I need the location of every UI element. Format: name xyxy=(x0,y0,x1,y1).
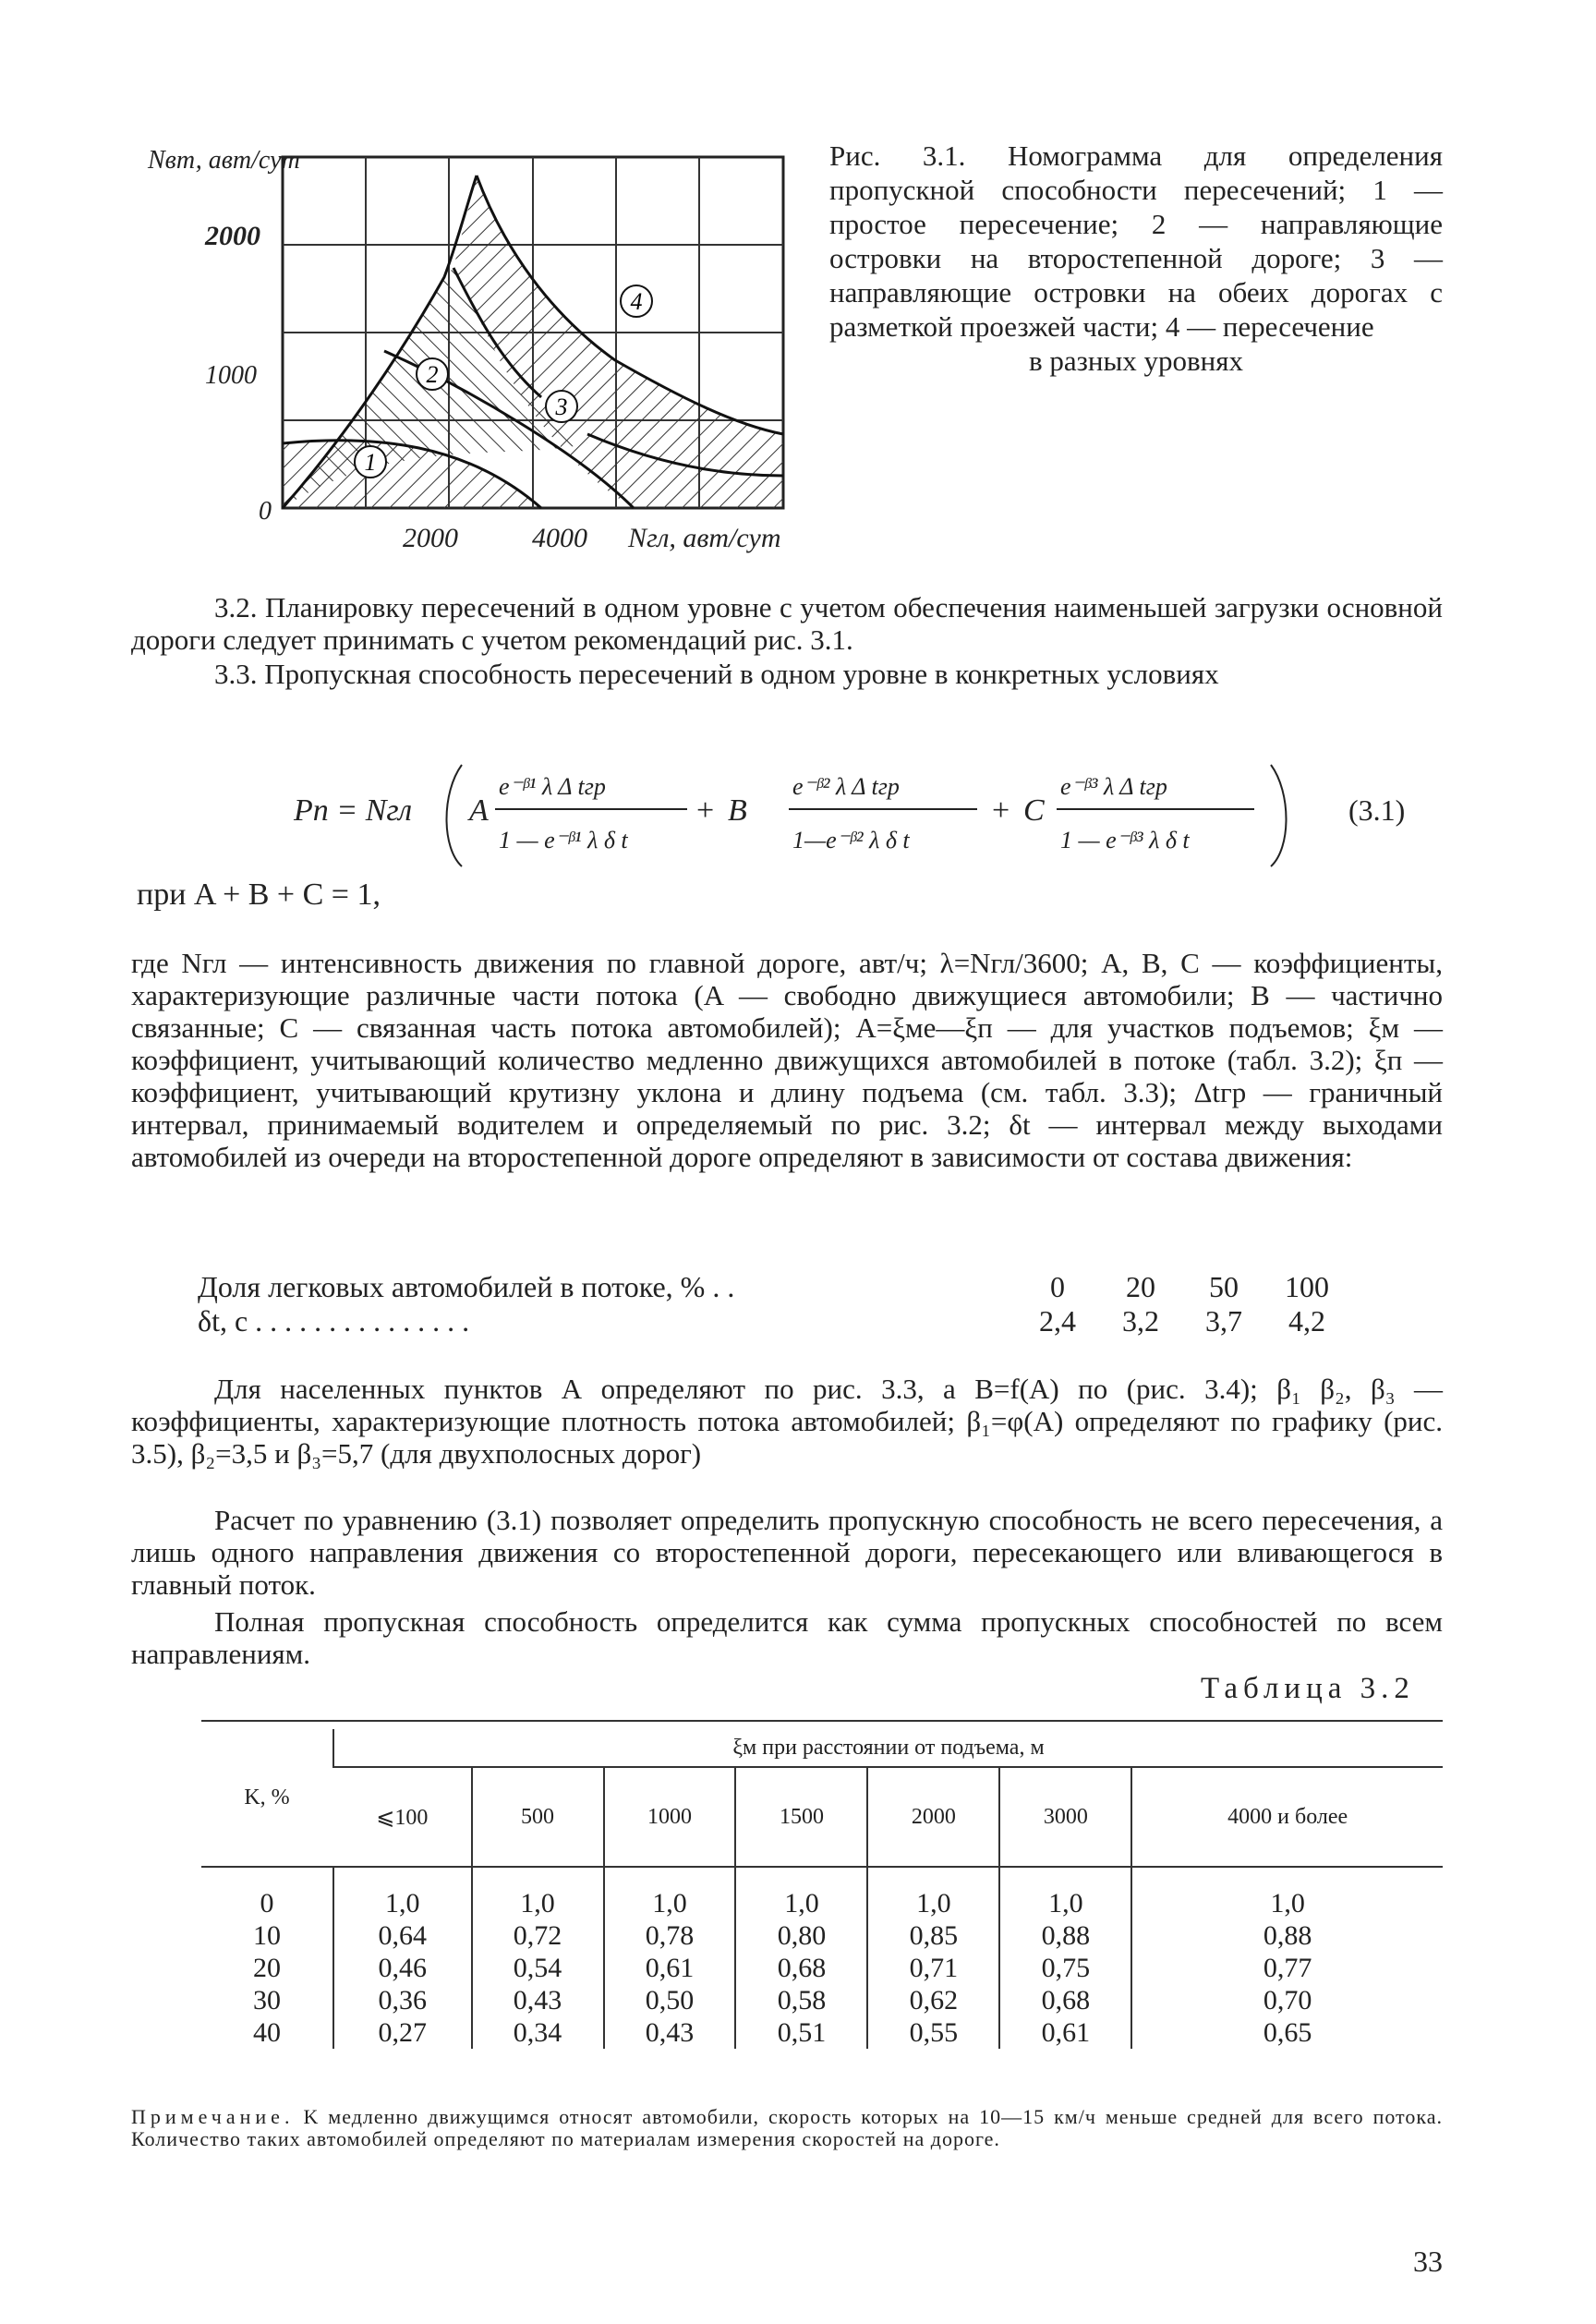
table-cell: 0,75 xyxy=(999,1952,1131,1984)
page-number: 33 xyxy=(1413,2245,1443,2278)
x-tick-2000: 2000 xyxy=(403,523,458,553)
interval-value: 3,7 xyxy=(1205,1304,1242,1338)
x-axis-label: Nгл, авт/сут xyxy=(628,523,781,553)
formula-den-1: 1 — e⁻ᵝ¹ λ δ t xyxy=(499,827,628,853)
region-label-4: 4 xyxy=(630,288,643,315)
table-cell: 0,88 xyxy=(999,1919,1131,1952)
y-tick-2000: 2000 xyxy=(205,221,260,251)
table-cell: 0,34 xyxy=(472,2016,604,2049)
region-label-1: 1 xyxy=(364,449,377,476)
y-axis-label: Nвт, авт/сут xyxy=(148,146,300,175)
y-tick-0: 0 xyxy=(259,497,272,526)
table-cell: 0,43 xyxy=(604,2016,736,2049)
table-cell: 0,72 xyxy=(472,1919,604,1952)
table-cell: 0,43 xyxy=(472,1984,604,2016)
table-cell: 0,61 xyxy=(999,2016,1131,2049)
table-cell: 0,27 xyxy=(333,2016,472,2049)
formula-plus-2: + xyxy=(992,793,1010,828)
table-col-header: 500 xyxy=(472,1767,604,1867)
table-cell: 0,55 xyxy=(867,2016,999,2049)
formula-coef-b: B xyxy=(728,793,747,828)
table-cell-k: 40 xyxy=(253,2017,281,2048)
table-cell: 0,54 xyxy=(472,1952,604,1984)
table-cell: 1,0 xyxy=(604,1867,736,1919)
table-col-header: 4000 и более xyxy=(1131,1767,1443,1867)
table-row xyxy=(201,1952,1443,1984)
table-header-group: ξм при расстоянии от подъема, м xyxy=(333,1729,1443,1767)
table-cell: 0,36 xyxy=(333,1984,472,2016)
x-tick-4000: 4000 xyxy=(532,523,587,553)
table-cell: 1,0 xyxy=(472,1867,604,1919)
note-label: Примечание. xyxy=(131,2105,295,2128)
table-cell: 0,68 xyxy=(999,1984,1131,2016)
note-text: K медленно движущимся относят автомобили, скорость которых на 10—15 км/ч меньше средней для всего потока. Количество таких автомобилей определяют по материалам измерения скоростей на дороге. xyxy=(131,2105,1443,2150)
region-label-2: 2 xyxy=(426,361,439,388)
paragraph-3-3: 3.3. Пропускная способность пересечений в одном уровне в конкретных условиях xyxy=(214,658,1219,690)
formula-num-2: e⁻ᵝ² λ Δ tгр xyxy=(792,773,900,800)
table-cell: 0,61 xyxy=(604,1952,736,1984)
table-cell: 0,68 xyxy=(735,1952,867,1984)
table-cell: 0,51 xyxy=(735,2016,867,2049)
definitions-paragraph: где Nгл — интенсивность движения по главной дороге, авт/ч; λ=Nгл/3600; A, B, C — коэффициенты, характеризующие различные части потока (A — свободно движущиеся автомобили; B — частично связанные; C — связанная часть потока автомобилей); A=ξме—ξп — для участков подъемов; ξм — коэффициент, учитывающий количество медленно движущихся автомобилей в потоке (табл. 3.2); ξп — коэффициент, учитывающий крутизну уклона и длину подъема (см. табл. 3.3); Δtгр — граничный интервал, принимаемый водителем и определяемый по рис. 3.2; δt — интервал между выходами автомобилей из очереди на второстепенной дороге определяют в зависимости от состава движения: xyxy=(131,947,1443,1173)
share-value: 50 xyxy=(1209,1270,1239,1303)
table-row xyxy=(201,1919,1443,1952)
table-note xyxy=(131,2106,1443,2150)
table-col-header: 2000 xyxy=(867,1767,999,1867)
table-cell-k: 30 xyxy=(253,1985,281,2015)
formula-coef-c: C xyxy=(1023,793,1045,828)
settlements-paragraph: Для населенных пунктов А определяют по рис. 3.3, а B=f(A) по (рис. 3.4); β₁ β₂, β₃ — коэффициенты, характеризующие плотность потока автомобилей; β₁=φ(A) определяют по графику (рис. 3.5), β₂=3,5 и β₃=5,7 (для двухполосных дорог) xyxy=(131,1373,1443,1470)
table-cell: 0,80 xyxy=(735,1919,867,1952)
formula-den-2: 1—e⁻ᵝ² λ δ t xyxy=(792,827,910,853)
formula-plus-1: + xyxy=(696,793,715,828)
table-cell: 0,78 xyxy=(604,1919,736,1952)
interval-value: 4,2 xyxy=(1288,1304,1325,1338)
formula-number: (3.1) xyxy=(1348,793,1406,827)
total-capacity-paragraph: Полная пропускная способность определится как сумма пропускных способностей по всем направлениям. xyxy=(131,1605,1443,1670)
table-row xyxy=(201,1984,1443,2016)
table-cell: 0,70 xyxy=(1131,1984,1443,2016)
nomogram-figure xyxy=(148,139,804,573)
figure-caption-text: Рис. 3.1. Номограмма для определения пропускной способности пересечений; 1 — простое пересечение; 2 — направляющие островки на второстепенной дороге; 3 — направляющие островки на обеих дорогах с разметкой проезжей части; 4 — пересечение xyxy=(829,139,1443,343)
share-value: 100 xyxy=(1285,1270,1329,1303)
interval-value: 2,4 xyxy=(1039,1304,1076,1338)
figure-caption xyxy=(829,139,1443,378)
y-tick-1000: 1000 xyxy=(205,361,257,390)
calculation-paragraph: Расчет по уравнению (3.1) позволяет определить пропускную способность не всего пересечения, а лишь одного направления движения со второстепенной дороги, пересекающего или вливающегося в главный поток. xyxy=(131,1504,1443,1601)
share-row-label: Доля легковых автомобилей в потоке, % . . xyxy=(198,1270,735,1303)
table-cell: 0,50 xyxy=(604,1984,736,2016)
table-col-header: 1000 xyxy=(604,1767,736,1867)
interval-row-label: δt, с . . . . . . . . . . . . . . . xyxy=(198,1304,470,1338)
formula-num-3: e⁻ᵝ³ λ Δ tгр xyxy=(1060,773,1167,800)
share-row-values xyxy=(0,1270,1596,1307)
table-cell: 0,71 xyxy=(867,1952,999,1984)
table-col-header: 3000 xyxy=(999,1767,1131,1867)
region-label-3: 3 xyxy=(555,393,568,420)
table-col-header: ⩽100 xyxy=(333,1767,472,1867)
share-value: 20 xyxy=(1126,1270,1155,1303)
table-cell: 0,58 xyxy=(735,1984,867,2016)
table-3-2 xyxy=(201,1729,1443,2049)
formula-coef-a: A xyxy=(469,793,489,828)
table-top-rule xyxy=(201,1720,1443,1722)
figure-caption-last-line: в разных уровнях xyxy=(1028,345,1244,377)
formula-den-3: 1 — e⁻ᵝ³ λ δ t xyxy=(1060,827,1190,853)
table-col-header: 1500 xyxy=(735,1767,867,1867)
table-cell: 0,77 xyxy=(1131,1952,1443,1984)
table-cell-k: 0 xyxy=(260,1888,274,1919)
table-header-k: K, % xyxy=(244,1785,290,1810)
table-cell: 0,65 xyxy=(1131,2016,1443,2049)
table-cell: 1,0 xyxy=(333,1867,472,1919)
formula-3-1 xyxy=(294,746,1457,876)
interval-row-values xyxy=(0,1304,1596,1341)
table-row xyxy=(201,2016,1443,2049)
paragraph-3-2: 3.2. Планировку пересечений в одном уровне с учетом обеспечения наименьшей загрузки основной дороги следует принимать с учетом рекомендаций рис. 3.1. xyxy=(131,591,1443,656)
formula-lhs: Pп = Nгл xyxy=(294,793,413,828)
table-cell: 1,0 xyxy=(999,1867,1131,1919)
table-cell: 1,0 xyxy=(867,1867,999,1919)
table-cell: 0,64 xyxy=(333,1919,472,1952)
table-cell: 0,62 xyxy=(867,1984,999,2016)
region-3-hatch xyxy=(453,176,783,508)
table-cell-k: 10 xyxy=(253,1920,281,1951)
table-cell: 0,85 xyxy=(867,1919,999,1952)
formula-condition: при A + B + C = 1, xyxy=(137,878,381,912)
table-title: Таблица 3.2 xyxy=(1201,1672,1415,1705)
table-cell: 1,0 xyxy=(735,1867,867,1919)
interval-value: 3,2 xyxy=(1122,1304,1159,1338)
table-row xyxy=(201,1867,1443,1919)
share-value: 0 xyxy=(1050,1270,1065,1303)
table-cell: 1,0 xyxy=(1131,1867,1443,1919)
table-cell-k: 20 xyxy=(253,1953,281,1983)
formula-num-1: e⁻ᵝ¹ λ Δ tгр xyxy=(499,773,606,800)
table-cell: 0,46 xyxy=(333,1952,472,1984)
table-cell: 0,88 xyxy=(1131,1919,1443,1952)
